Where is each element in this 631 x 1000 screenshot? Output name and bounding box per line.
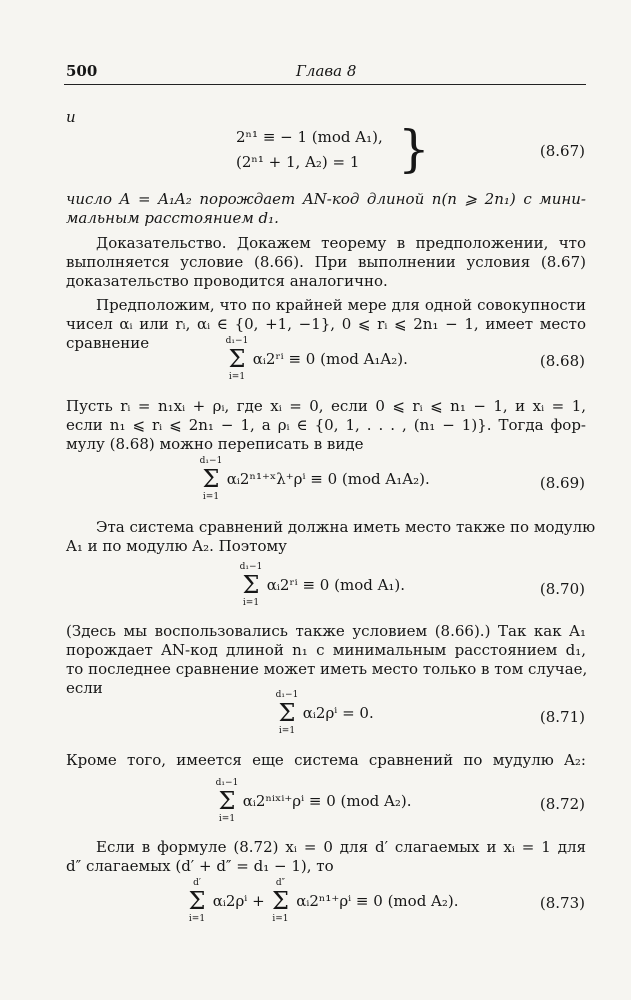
text-line: если n₁ ⩽ rᵢ ⩽ 2n₁ − 1, а ρᵢ ∈ {0, 1, . . . , (n₁ − 1)}. Тогда фор- bbox=[66, 416, 586, 434]
equation-number-8-68: (8.68) bbox=[539, 352, 585, 370]
equation-body: αᵢ2ʳⁱ ≡ 0 (mod A₁). bbox=[266, 576, 406, 594]
equation-8-68 bbox=[226, 338, 408, 382]
equation-8-67-line1: 2ⁿ¹ ≡ − 1 (mod A₁), bbox=[236, 128, 383, 146]
equation-body: αᵢ2ʳⁱ ≡ 0 (mod A₁A₂). bbox=[252, 350, 408, 368]
text-line: сравнение bbox=[66, 334, 150, 352]
equation-8-67-line2: (2ⁿ¹ + 1, A₂) = 1 bbox=[236, 153, 360, 171]
equation-number-8-69: (8.69) bbox=[539, 474, 585, 492]
text-line: (Здесь мы воспользовались также условием (8.66).) Так как A₁ bbox=[66, 622, 586, 640]
equation-body: αᵢ2ⁿ¹⁺ˣλ⁺ρⁱ ≡ 0 (mod A₁A₂). bbox=[226, 470, 430, 488]
text-line: Кроме того, имеется еще система сравнений по мудулю A₂: bbox=[66, 751, 586, 769]
proof-heading-line: Доказательство. Докажем теорему в предположении, что bbox=[96, 234, 586, 252]
summation bbox=[269, 880, 291, 924]
text-line: Пусть rᵢ = n₁xᵢ + ρᵢ, где xᵢ = 0, если 0 ⩽ rᵢ ⩽ n₁ − 1, и xᵢ = 1, bbox=[66, 397, 586, 415]
equation-number-8-73: (8.73) bbox=[539, 894, 585, 912]
sigma-symbol: Σ bbox=[228, 345, 246, 373]
text-line: чисел αᵢ или rᵢ, αᵢ ∈ {0, +1, −1}, 0 ⩽ rᵢ ⩽ 2n₁ − 1, имеет место bbox=[66, 315, 586, 333]
summation bbox=[240, 564, 262, 608]
sum-upper-limit: d₁−1 bbox=[239, 562, 263, 572]
sum-lower-limit: i=1 bbox=[242, 598, 260, 608]
sum-lower-limit: i=1 bbox=[202, 492, 220, 502]
text-line: порождает AN-код длиной n₁ с минимальным расстоянием d₁, bbox=[66, 641, 586, 659]
page-number: 500 bbox=[66, 62, 98, 80]
equation-8-73 bbox=[186, 880, 459, 924]
text-line: Эта система сравнений должна иметь место также по модулю bbox=[96, 518, 596, 536]
text-line: мальным расстоянием d₁. bbox=[66, 209, 279, 227]
equation-8-69 bbox=[200, 458, 430, 502]
sum-lower-limit: i=1 bbox=[228, 372, 246, 382]
sum-lower-limit: i=1 bbox=[272, 914, 289, 924]
equation-number-8-72: (8.72) bbox=[539, 795, 585, 813]
text-line: A₁ и по модулю A₂. Поэтому bbox=[66, 537, 288, 555]
text-line: доказательство проводится аналогично. bbox=[66, 272, 388, 290]
equation-number-8-67: (8.67) bbox=[539, 142, 585, 160]
sum-lower-limit: i=1 bbox=[218, 814, 236, 824]
text-line: то последнее сравнение может иметь место только в том случае, bbox=[66, 660, 588, 678]
text-line: выполняется условие (8.66). При выполнении условия (8.67) bbox=[66, 253, 586, 271]
sum-upper-limit: d″ bbox=[275, 878, 285, 888]
equation-8-70 bbox=[240, 564, 405, 608]
sigma-symbol: Σ bbox=[202, 465, 220, 493]
equation-number-8-71: (8.71) bbox=[539, 708, 585, 726]
word-and: и bbox=[66, 108, 76, 126]
text-line: d″ слагаемых (d′ + d″ = d₁ − 1), то bbox=[66, 857, 334, 875]
equation-body: αᵢ2ρⁱ = 0. bbox=[302, 704, 374, 722]
sigma-symbol: Σ bbox=[188, 887, 206, 915]
text-line: Предположим, что по крайней мере для одной совокупности bbox=[96, 296, 586, 314]
text-line: если bbox=[66, 679, 103, 697]
chapter-title: Глава 8 bbox=[296, 62, 357, 80]
summation bbox=[186, 880, 208, 924]
summation bbox=[226, 338, 248, 382]
header-rule bbox=[64, 84, 586, 85]
right-brace: } bbox=[398, 120, 430, 178]
sigma-symbol: Σ bbox=[242, 571, 260, 599]
summation bbox=[200, 458, 222, 502]
sum-lower-limit: i=1 bbox=[188, 914, 206, 924]
sum-upper-limit: d₁−1 bbox=[275, 690, 299, 700]
equation-body-part1: αᵢ2ρⁱ + bbox=[212, 892, 265, 910]
sum-upper-limit: d₁−1 bbox=[215, 778, 239, 788]
sigma-symbol: Σ bbox=[218, 787, 236, 815]
equation-8-71 bbox=[276, 692, 374, 736]
sum-lower-limit: i=1 bbox=[278, 726, 296, 736]
sigma-symbol: Σ bbox=[278, 699, 296, 727]
sum-upper-limit: d₁−1 bbox=[199, 456, 223, 466]
summation bbox=[216, 780, 238, 824]
text-line: мулу (8.68) можно переписать в виде bbox=[66, 435, 364, 453]
sum-upper-limit: d′ bbox=[193, 878, 201, 888]
equation-number-8-70: (8.70) bbox=[539, 580, 585, 598]
equation-body-part2: αᵢ2ⁿ¹⁺ρⁱ ≡ 0 (mod A₂). bbox=[296, 892, 459, 910]
text-line: число A = A₁A₂ порождает AN-код длиной n(n ⩾ 2n₁) с мини- bbox=[66, 190, 586, 208]
equation-8-72 bbox=[216, 780, 411, 824]
text-line: Если в формуле (8.72) xᵢ = 0 для d′ слагаемых и xᵢ = 1 для bbox=[96, 838, 586, 856]
equation-body: αᵢ2ⁿⁱˣⁱ⁺ρⁱ ≡ 0 (mod A₂). bbox=[242, 792, 412, 810]
sum-upper-limit: d₁−1 bbox=[225, 336, 249, 346]
sigma-symbol: Σ bbox=[271, 887, 289, 915]
summation bbox=[276, 692, 298, 736]
